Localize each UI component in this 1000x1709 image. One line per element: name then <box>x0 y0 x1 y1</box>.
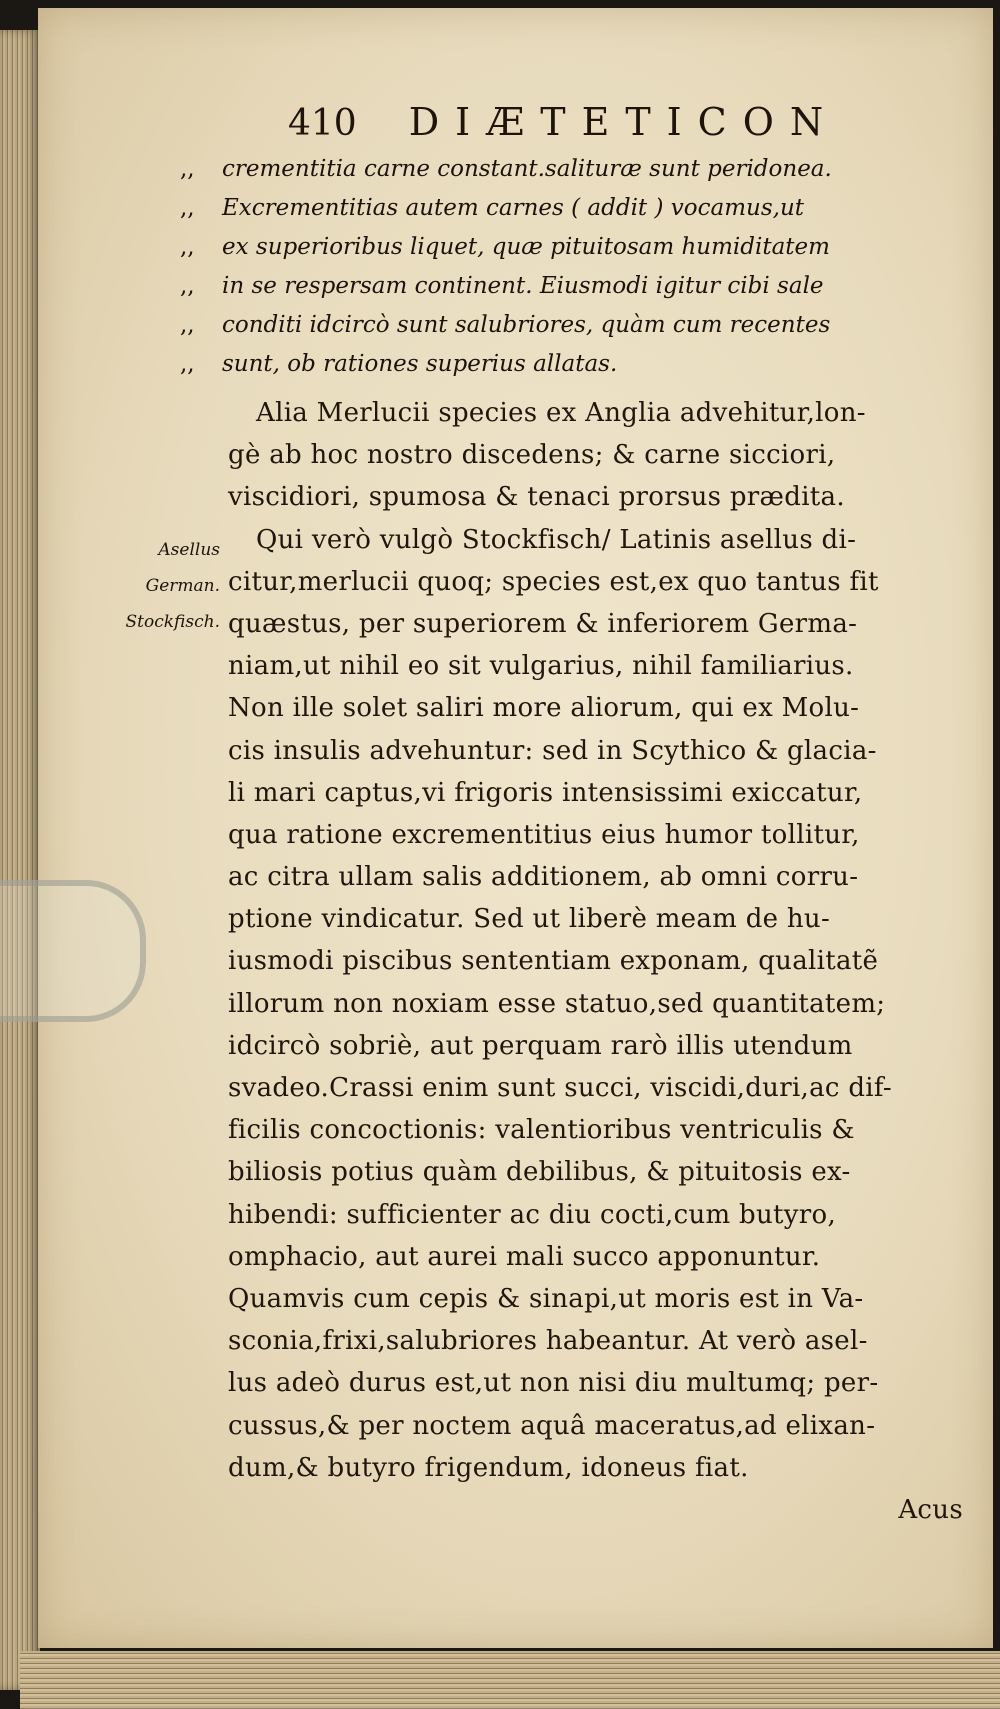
quote-line <box>180 345 965 384</box>
body-text <box>228 392 973 1531</box>
quote-text: Excrementitias autem carnes ( addit ) vocamus,ut <box>222 195 804 221</box>
text-line: lus adeò durus est,ut non nisi diu multumq; per- <box>228 1368 879 1399</box>
page-edges-bottom <box>20 1651 1000 1709</box>
text-line: cussus,& per noctem aquâ maceratus,ad elixan- <box>228 1410 876 1441</box>
text-line: viscidiori, spumosa & tenaci prorsus prædita. <box>228 482 845 513</box>
text-line: ptione vindicatur. Sed ut liberè meam de hu- <box>228 904 831 935</box>
page-edges <box>0 30 40 1690</box>
text-line: svadeo.Crassi enim sunt succi, viscidi,duri,ac dif- <box>228 1073 892 1103</box>
text-line: illorum non noxiam esse statuo,sed quantitatem; <box>228 988 886 1019</box>
quote-text: crementitia carne constant.salituræ sunt peridonea. <box>222 156 832 182</box>
text-line: hibendi: sufficienter ac diu cocti,cum butyro, <box>228 1199 837 1230</box>
marginal-note <box>120 532 220 640</box>
marginal-note-line: German. <box>145 576 220 596</box>
marginal-note-line: Asellus <box>158 540 220 560</box>
text-line: cis insulis advehuntur: sed in Scythico & glacia- <box>228 735 877 766</box>
text-line: iusmodi piscibus sententiam exponam, qualitatẽ <box>228 946 879 977</box>
quote-text: ex superioribus liquet, quæ pituitosam humiditatem <box>222 234 830 260</box>
text-line: niam,ut nihil eo sit vulgarius, nihil familiarius. <box>228 651 854 682</box>
running-title: DIÆTETICON <box>408 100 840 144</box>
text-line: Quamvis cum cepis & sinapi,ut moris est in Va- <box>228 1283 864 1314</box>
quote-mark: ,, <box>180 234 195 260</box>
text-line: qua ratione excrementitius eius humor tollitur, <box>228 819 860 850</box>
text-line: dum,& butyro frigendum, idoneus fiat. <box>228 1452 749 1483</box>
running-head <box>288 100 839 150</box>
quote-mark: ,, <box>180 273 195 299</box>
quote-mark: ,, <box>180 312 195 338</box>
text-line: citur,merlucii quoq; species est,ex quo tantus fit <box>228 566 879 597</box>
marginal-note-line: Stockfisch. <box>125 612 220 632</box>
text-line: quæstus, per superiorem & inferiorem Germa- <box>228 608 858 639</box>
quote-line <box>180 150 965 189</box>
text-line: Non ille solet saliri more aliorum, qui ex Molu- <box>228 693 860 724</box>
text-line: Qui verò vulgò Stockfisch/ Latinis asellus di- <box>256 524 857 555</box>
text-line: biliosis potius quàm debilibus, & pituitosis ex- <box>228 1157 851 1188</box>
text-line: ac citra ullam salis additionem, ab omni corru- <box>228 862 859 893</box>
text-line: idcircò sobriè, aut perquam rarò illis utendum <box>228 1030 853 1061</box>
quote-line <box>180 189 965 228</box>
text-line: li mari captus,vi frigoris intensissimi exiccatur, <box>228 777 863 808</box>
quote-mark: ,, <box>180 195 195 221</box>
quote-line <box>180 267 965 306</box>
text-line: Alia Merlucii species ex Anglia advehitur,lon- <box>256 398 866 428</box>
quote-line <box>180 306 965 345</box>
page-clip <box>0 880 146 1022</box>
quotation-block <box>180 150 965 384</box>
text-line: gè ab hoc nostro discedens; & carne sicciori, <box>228 440 836 471</box>
page-number: 410 <box>288 103 357 144</box>
text-line: omphacio, aut aurei mali succo apponuntur. <box>228 1241 821 1272</box>
quote-text: conditi idcircò sunt salubriores, quàm cum recentes <box>222 312 831 338</box>
catchword: Acus <box>898 1494 963 1525</box>
quote-mark: ,, <box>180 351 195 377</box>
quote-text: in se respersam continent. Eiusmodi igitur cibi sale <box>222 273 824 299</box>
quote-text: sunt, ob rationes superius allatas. <box>222 351 618 377</box>
text-line: ficilis concoctionis: valentioribus ventriculis & <box>228 1115 855 1146</box>
quote-line <box>180 228 965 267</box>
quote-mark: ,, <box>180 156 195 182</box>
text-line: sconia,frixi,salubriores habeantur. At verò asel- <box>228 1326 868 1357</box>
